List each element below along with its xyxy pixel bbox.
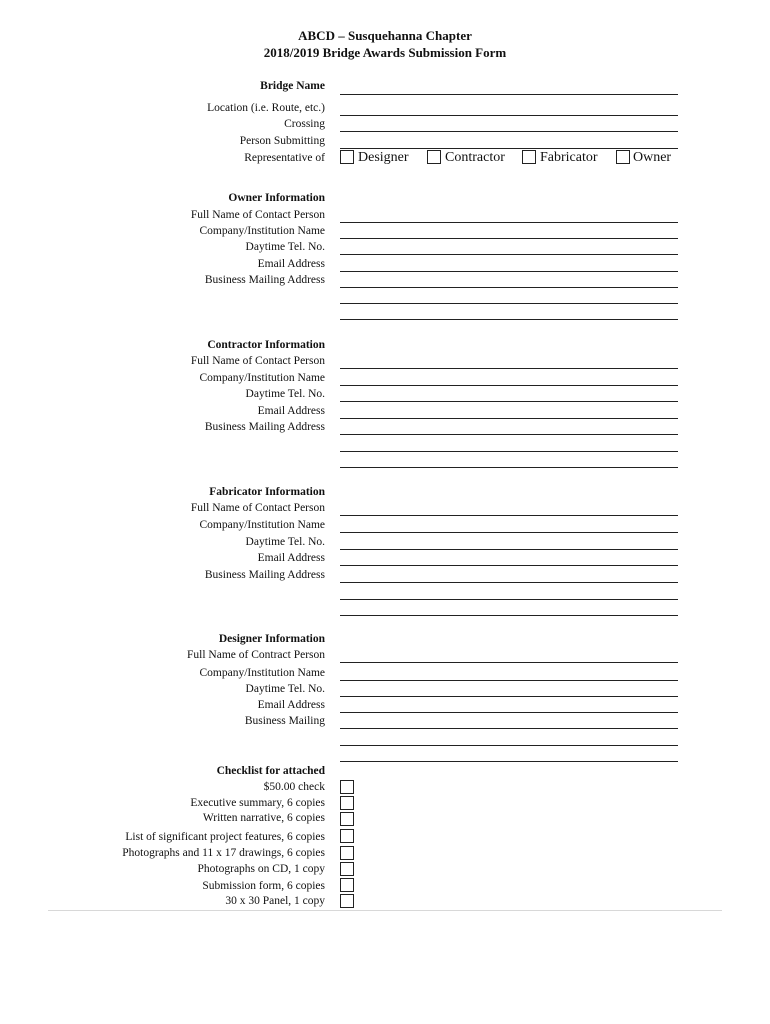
owner-contact-label: Full Name of Contact Person (190, 209, 325, 221)
contractor-contact-field[interactable] (340, 368, 678, 369)
contractor-phone-label: Daytime Tel. No. (245, 388, 325, 400)
fabricator-email-label: Email Address (257, 552, 325, 564)
contractor-section-heading: Contractor Information (207, 339, 325, 351)
owner-checkbox[interactable] (616, 150, 630, 164)
person-submitting-label: Person Submitting (239, 135, 325, 147)
checklist-heading: Checklist for attached (216, 765, 325, 777)
fabricator-phone-field[interactable] (340, 549, 678, 550)
owner-phone-field[interactable] (340, 254, 678, 255)
designer-email-field[interactable] (340, 712, 678, 713)
owner-company-label: Company/Institution Name (199, 225, 325, 237)
checklist-item-label: Executive summary, 6 copies (190, 797, 325, 809)
person-submitting-field[interactable] (340, 148, 678, 149)
crossing-label: Crossing (284, 118, 325, 130)
designer-address-label: Business Mailing (244, 715, 325, 727)
checklist-item-label: 30 x 30 Panel, 1 copy (225, 895, 325, 907)
checklist-checkbox-executive-summary[interactable] (340, 796, 354, 810)
designer-email-label: Email Address (257, 699, 325, 711)
checklist-checkbox-written-narrative[interactable] (340, 812, 354, 826)
fabricator-section-heading: Fabricator Information (209, 486, 325, 498)
designer-section-heading: Designer Information (218, 633, 325, 645)
contractor-address-field[interactable] (340, 434, 678, 435)
fabricator-company-field[interactable] (340, 532, 678, 533)
designer-contact-label: Full Name of Contract Person (187, 649, 325, 661)
fabricator-option-label: Fabricator (540, 150, 598, 165)
owner-contact-field[interactable] (340, 222, 678, 223)
designer-address-field-3[interactable] (340, 761, 678, 762)
contractor-company-field[interactable] (340, 385, 678, 386)
contractor-checkbox[interactable] (427, 150, 441, 164)
bridge-name-label: Bridge Name (260, 80, 325, 92)
contractor-email-field[interactable] (340, 418, 678, 419)
contractor-option-label: Contractor (445, 150, 505, 165)
owner-email-field[interactable] (340, 271, 678, 272)
contractor-address-label: Business Mailing Address (204, 421, 325, 433)
checklist-checkbox-photographs-drawings[interactable] (340, 846, 354, 860)
fabricator-address-field[interactable] (340, 582, 678, 583)
fabricator-email-field[interactable] (340, 565, 678, 566)
representative-of-label: Representative of (244, 152, 325, 164)
owner-email-label: Email Address (257, 258, 325, 270)
fabricator-company-label: Company/Institution Name (199, 519, 325, 531)
fabricator-address-field-2[interactable] (340, 599, 678, 600)
contractor-address-field-2[interactable] (340, 451, 678, 452)
owner-option-label: Owner (633, 150, 672, 165)
crossing-field[interactable] (340, 131, 678, 132)
location-field[interactable] (340, 115, 678, 116)
fabricator-address-field-3[interactable] (340, 615, 678, 616)
contractor-company-label: Company/Institution Name (199, 372, 325, 384)
checklist-checkbox-project-features[interactable] (340, 829, 354, 843)
checklist-item-label: Photographs and 11 x 17 drawings, 6 copies (122, 847, 325, 859)
contractor-contact-label: Full Name of Contact Person (190, 355, 325, 367)
form-title-line1: ABCD – Susquehanna Chapter (298, 28, 472, 43)
designer-address-field-2[interactable] (340, 745, 678, 746)
owner-address-label: Business Mailing Address (204, 274, 325, 286)
owner-phone-label: Daytime Tel. No. (245, 241, 325, 253)
fabricator-contact-label: Full Name of Contact Person (190, 502, 325, 514)
owner-address-field-2[interactable] (340, 303, 678, 304)
designer-phone-label: Daytime Tel. No. (245, 683, 325, 695)
designer-company-label: Company/Institution Name (199, 667, 325, 679)
owner-address-field-3[interactable] (340, 319, 678, 320)
designer-option-label: Designer (358, 150, 409, 165)
checklist-checkbox-photographs-cd[interactable] (340, 862, 354, 876)
contractor-address-field-3[interactable] (340, 467, 678, 468)
checklist-item-label: Submission form, 6 copies (202, 880, 325, 892)
checklist-item-label: List of significant project features, 6 copies (125, 831, 325, 843)
owner-company-field[interactable] (340, 238, 678, 239)
owner-section-heading: Owner Information (228, 192, 325, 204)
checklist-checkbox-submission-form[interactable] (340, 878, 354, 892)
checklist-item-label: Written narrative, 6 copies (202, 812, 325, 824)
checklist-item-label: Photographs on CD, 1 copy (197, 863, 325, 875)
contractor-email-label: Email Address (257, 405, 325, 417)
designer-address-field[interactable] (340, 728, 678, 729)
fabricator-phone-label: Daytime Tel. No. (245, 536, 325, 548)
owner-address-field[interactable] (340, 287, 678, 288)
checklist-item-label: $50.00 check (263, 781, 325, 793)
checklist-checkbox-panel[interactable] (340, 894, 354, 908)
page-bottom-divider (48, 910, 722, 911)
bridge-name-field[interactable] (340, 94, 678, 95)
form-title-line2: 2018/2019 Bridge Awards Submission Form (263, 45, 507, 60)
designer-contact-field[interactable] (340, 662, 678, 663)
contractor-phone-field[interactable] (340, 401, 678, 402)
designer-phone-field[interactable] (340, 696, 678, 697)
fabricator-address-label: Business Mailing Address (204, 569, 325, 581)
designer-company-field[interactable] (340, 680, 678, 681)
designer-checkbox[interactable] (340, 150, 354, 164)
checklist-checkbox-check[interactable] (340, 780, 354, 794)
fabricator-contact-field[interactable] (340, 515, 678, 516)
location-label: Location (i.e. Route, etc.) (207, 102, 325, 114)
fabricator-checkbox[interactable] (522, 150, 536, 164)
